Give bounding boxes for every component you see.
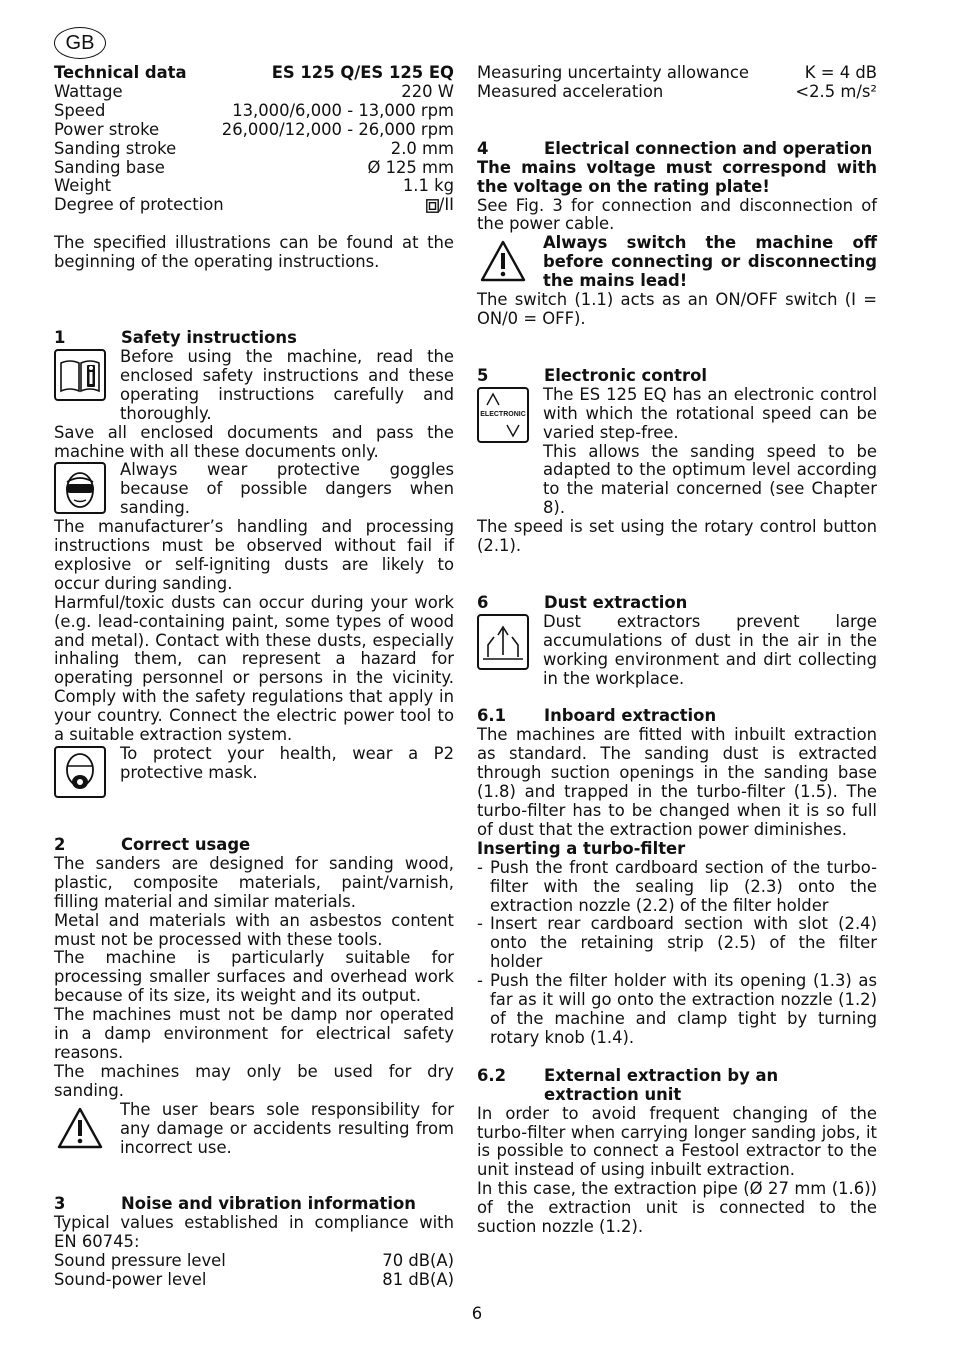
warning-icon xyxy=(477,235,529,287)
s4-bold: The mains voltage must correspond with the voltage on the rating plate! xyxy=(477,157,877,196)
protection-class-icon xyxy=(426,199,439,213)
section-heading: 6 Dust extraction xyxy=(477,592,688,612)
tech-row: Sanding base Ø 125 mm xyxy=(54,157,454,177)
list-item: - Push the filter holder with its opening (1.3) as far as it will go onto the extraction nozzle (1.2) of the machine and clamp tight by turning rotary knob (1.4). xyxy=(477,971,877,1047)
language-badge: GB xyxy=(54,27,106,59)
section-heading: 2 Correct usage xyxy=(54,835,251,854)
s4-warning: Always switch the machine off before connecting or disconnecting the mains lead! xyxy=(543,233,877,291)
tech-row: Speed 13,000/6,000 - 13,000 rpm xyxy=(54,100,454,120)
s1-p1: Before using the machine, read the enclosed safety instructions and these operating instructions carefully and thoroughly. xyxy=(120,346,454,423)
left-column xyxy=(54,64,454,1290)
s2-p2: Metal and materials with an asbestos content must not be processed with these tools. xyxy=(54,910,454,949)
list-item: - Insert rear cardboard section with slot (2.4) onto the retaining strip (2.5) of the filter holder xyxy=(477,914,877,972)
s3-intro: Typical values established in compliance with EN 60745: xyxy=(54,1213,454,1252)
s2-p5: The machines may only be used for dry sanding. xyxy=(54,1061,454,1100)
noise-row: Sound pressure level 70 dB(A) xyxy=(54,1251,454,1271)
s5-p1: The ES 125 EQ has an electronic control with which the rotational speed can be varied step-free. xyxy=(543,384,877,442)
measure-row: Measured acceleration <2.5 m/s² xyxy=(477,81,877,101)
s2-p3: The machine is particularly suitable for processing smaller surfaces and overhead work because of its size, its weight and its output. xyxy=(54,948,454,1006)
s61-p1: The machines are fitted with inbuilt extraction as standard. The sanding dust is extracted through suction openings in the sanding base (1.8) and trapped in the turbo-filter (1.5). The turbo-filter has to be changed when it is so full of dust that the extraction power diminishes. xyxy=(477,725,877,839)
manual-info-icon xyxy=(54,349,106,401)
section-heading: 6.1 Inboard extraction xyxy=(477,706,717,726)
electronic-icon xyxy=(477,387,529,443)
noise-row: Sound-power level 81 dB(A) xyxy=(54,1270,454,1290)
s2-p4: The machines must not be damp nor operated in a damp environment for electrical safety reasons. xyxy=(54,1005,454,1062)
tech-row: Degree of protection /II xyxy=(54,195,454,215)
s1-p5: Harmful/toxic dusts can occur during your work (e.g. lead-containing paint, some types of wood and metal). Contact with these dusts, especially inhaling them, can represent a hazard for operating personnel or persons in the vicinity. Comply with the safety regulations that apply in your country. Connect the electric power tool to a suitable extraction system. xyxy=(54,592,454,745)
s5-p2: This allows the sanding speed to be adapted to the optimum level according to the material concerned (see Chapter 8). xyxy=(543,441,877,518)
tech-row: Sanding stroke 2.0 mm xyxy=(54,138,454,158)
tech-title: Technical data xyxy=(54,63,187,82)
s62-p1: In order to avoid frequent changing of the turbo-filter when carrying longer sanding jobs, it is possible to connect a Festool extractor to the unit instead of using inbuilt extraction. xyxy=(477,1103,877,1180)
s2-p6: The user bears sole responsibility for any damage or accidents resulting from incorrect use. xyxy=(120,1099,454,1157)
tech-row: Weight 1.1 kg xyxy=(54,176,454,196)
s61-subheading: Inserting a turbo-filter xyxy=(477,838,686,858)
illustrations-note: The specified illustrations can be found at the beginning of the operating instructions. xyxy=(54,233,454,272)
s1-p2: Save all enclosed documents and pass the machine with all these documents only. xyxy=(54,422,454,461)
section-heading: 3 Noise and vibration information xyxy=(54,1194,416,1214)
s4-p1: See Fig. 3 for connection and disconnection of the power cable. xyxy=(477,195,877,234)
page-number: 6 xyxy=(471,1304,483,1323)
right-column xyxy=(477,64,877,1237)
tech-header xyxy=(54,64,454,83)
mask-icon xyxy=(54,746,106,798)
section-heading: 4 Electrical connection and operation xyxy=(477,138,873,158)
tech-model: ES 125 Q/ES 125 EQ xyxy=(271,63,454,82)
goggles-icon xyxy=(54,462,106,514)
s6-p1: Dust extractors prevent large accumulations of dust in the air in the working environment and dirt collecting in the workplace. xyxy=(543,611,877,688)
tech-row: Wattage 220 W xyxy=(54,81,454,101)
section-heading: 5 Electronic control xyxy=(477,365,707,385)
tech-row: Power stroke 26,000/12,000 - 26,000 rpm xyxy=(54,119,454,139)
list-item: - Push the front cardboard section of the turbo-filter with the sealing lip (2.3) onto the extraction nozzle (2.2) of the filter holder xyxy=(477,857,877,915)
s5-p3: The speed is set using the rotary control button (2.1). xyxy=(477,517,877,556)
s1-p6: To protect your health, wear a P2 protective mask. xyxy=(120,744,454,782)
measure-row: Measuring uncertainty allowance K = 4 dB xyxy=(477,63,877,82)
s62-p2: In this case, the extraction pipe (Ø 27 mm (1.6)) of the extraction unit is connected to the suction nozzle (1.2). xyxy=(477,1179,877,1237)
section-heading: 6.2 External extraction by an extraction unit xyxy=(477,1065,779,1104)
s1-p4: The manufacturer’s handling and processing instructions must be observed without fail if explosive or self-igniting dusts are likely to occur during sanding. xyxy=(54,517,454,593)
electronic-icon-label: ELECTRONIC xyxy=(480,410,526,418)
section-heading: 1 Safety instructions xyxy=(54,328,297,348)
s1-p3: Always wear protective goggles because of possible dangers when sanding. xyxy=(120,460,454,518)
dust-extraction-icon xyxy=(477,614,529,670)
s4-p2: The switch (1.1) acts as an ON/OFF switch (I = ON/0 = OFF). xyxy=(477,290,877,328)
warning-icon xyxy=(54,1102,106,1154)
s2-p1: The sanders are designed for sanding wood, plastic, composite materials, paint/varnish, filling material and similar materials. xyxy=(54,853,454,911)
